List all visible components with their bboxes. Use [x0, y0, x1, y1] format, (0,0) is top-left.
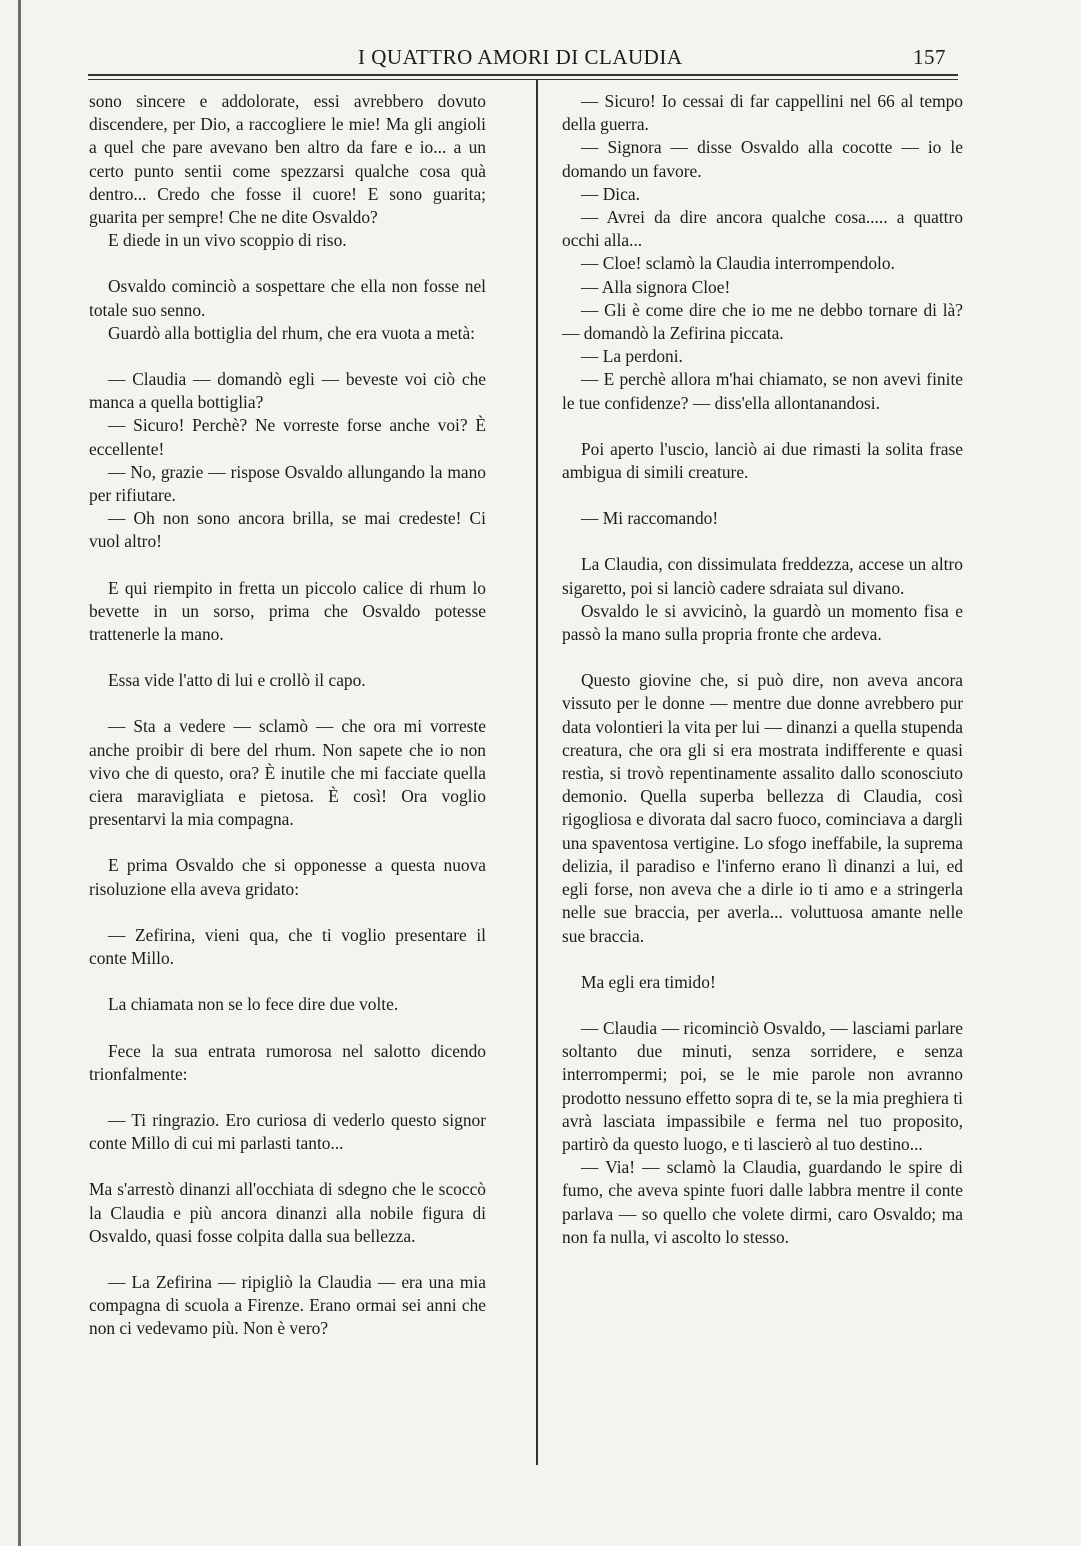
paragraph: Essa vide l'atto di lui e crollò il capo.: [108, 670, 366, 691]
paragraph: — Sicuro! Perchè? Ne vorreste forse anche voi? È eccellente!: [89, 415, 486, 459]
right-column: [562, 90, 963, 1249]
binding-edge: [18, 0, 21, 1546]
header-rule: [88, 74, 958, 80]
paragraph: — Claudia — domandò egli — beveste voi ciò che manca a quella bottiglia?: [89, 369, 486, 413]
paragraph: — Cloe! sclamò la Claudia interrompendolo.: [581, 253, 895, 274]
paragraph: — La Zefirina — ripigliò la Claudia — era una mia compagna di scuola a Firenze. Erano ormai sei anni che non ci vedevamo più. Non è vero?: [89, 1271, 486, 1339]
column-divider: [536, 80, 538, 1465]
paragraph: E diede in un vivo scoppio di riso.: [108, 230, 347, 251]
paragraph: Guardò alla bottiglia del rhum, che era vuota a metà:: [108, 322, 475, 343]
paragraph: — Dica.: [581, 183, 640, 204]
paragraph: — Oh non sono ancora brilla, se mai credeste! Ci vuol altro!: [89, 508, 486, 552]
paragraph: sono sincere e addolorate, essi avrebbero dovuto discendere, per Dio, a raccogliere le mie! Ma gli angioli a quel che pare avevano ben altro da fare e io... a un certo punto sentii come spezzarsi qualche cosa quà dentro... Credo che fosse il cuore! E sono guarita; guarita per sempre! Che ne dite Osvaldo?: [89, 91, 486, 228]
left-column: [89, 90, 486, 1341]
paragraph: — Ti ringrazio. Ero curiosa di vederlo questo signor conte Millo di cui mi parlasti tanto...: [89, 1109, 486, 1154]
paragraph: — La perdoni.: [581, 346, 683, 367]
paragraph: Osvaldo le si avvicinò, la guardò un momento fisa e passò la mano sulla propria fronte che ardeva.: [562, 600, 963, 645]
paragraph: — Zefirina, vieni qua, che ti voglio presentare il conte Millo.: [89, 924, 486, 969]
paragraph: — Via! — sclamò la Claudia, guardando le spire di fumo, che aveva spinte fuori dalle labbra mentre il conte parlava — so quello che volete dirmi, caro Osvaldo; ma non fa nulla, vi ascolto lo stesso.: [562, 1157, 963, 1247]
running-header: [88, 40, 958, 76]
paragraph: — Claudia — ricominciò Osvaldo, — lasciami parlare soltanto due minuti, senza sorridere, e senza interrompermi; poi, se le mie parole non avranno prodotto nessuno effetto sopra di te, se la mia preghiera ti avrà lasciata impassibile e ferma nel tuo proposito, partirò da questo luogo, e ti lascierò al tuo destino...: [562, 1017, 963, 1154]
paragraph: — Sta a vedere — sclamò — che ora mi vorreste anche proibir di bere del rhum. Non sapete che io non vivo che di questo, ora? È inutile che mi facciate quella ciera maravigliata e pietosa. È così! Ora voglio presentarvi la mia compagna.: [89, 716, 486, 830]
paragraph: — Avrei da dire ancora qualche cosa..... a quattro occhi alla...: [562, 207, 963, 251]
paragraph: — Signora — disse Osvaldo alla cocotte — io le domando un favore.: [562, 137, 963, 181]
paragraph: La Claudia, con dissimulata freddezza, accese un altro sigaretto, poi si lanciò cadere sdraiata sul divano.: [562, 554, 963, 598]
paragraph: — Gli è come dire che io me ne debbo tornare di là? — domandò la Zefirina piccata.: [562, 299, 963, 344]
paragraph: — Alla signora Cloe!: [581, 276, 731, 297]
paragraph: — Sicuro! Io cessai di far cappellini nel 66 al tempo della guerra.: [562, 91, 963, 135]
paragraph: Ma egli era timido!: [581, 971, 716, 992]
paragraph: Ma s'arrestò dinanzi all'occhiata di sdegno che le scoccò la Claudia e più ancora dinanzi alla nobile figura di Osvaldo, quasi fosse colpita dalla sua bellezza.: [89, 1179, 486, 1246]
paragraph: — Mi raccomando!: [581, 508, 719, 529]
running-title: I QUATTRO AMORI DI CLAUDIA: [358, 45, 683, 69]
paragraph: Fece la sua entrata rumorosa nel salotto dicendo trionfalmente:: [89, 1040, 486, 1084]
paragraph: E prima Osvaldo che si opponesse a questa nuova risoluzione ella aveva gridato:: [89, 855, 486, 899]
paragraph: Poi aperto l'uscio, lanciò ai due rimasti la solita frase ambigua di simili creature.: [562, 438, 963, 483]
paragraph: — No, grazie — rispose Osvaldo allungando la mano per rifiutare.: [89, 461, 486, 506]
paragraph: Questo giovine che, si può dire, non aveva ancora vissuto per le donne — mentre due donne avrebbero pur data volontieri la vita per lui — dinanzi a quella stupenda creatura, che ora gli si era mostrata indifferente e quasi restìa, si trovò repentinamente assalito dallo sconosciuto demonio. Quella superba bellezza di Claudia, così rigogliosa e divorata dal sacro fuoco, cominciava a dargli una spaventosa vertigine. Lo sfogo ineffabile, la suprema delizia, il paradiso e l'inferno erano lì dinanzi a lui, ed egli forse, non aveva che a dirle io ti amo e a stringerla nelle sue braccia, per averla... voluttuosa amante nelle sue braccia.: [562, 670, 963, 946]
paragraph: — E perchè allora m'hai chiamato, se non avevi finite le tue confidenze? — diss'ella allontanandosi.: [562, 369, 963, 413]
page-number: 157: [913, 45, 946, 69]
paragraph: E qui riempito in fretta un piccolo calice di rhum lo bevette in un sorso, prima che Osvaldo potesse trattenerle la mano.: [89, 577, 486, 645]
paragraph: Osvaldo cominciò a sospettare che ella non fosse nel totale suo senno.: [89, 276, 486, 320]
paragraph: La chiamata non se lo fece dire due volte.: [108, 994, 399, 1015]
